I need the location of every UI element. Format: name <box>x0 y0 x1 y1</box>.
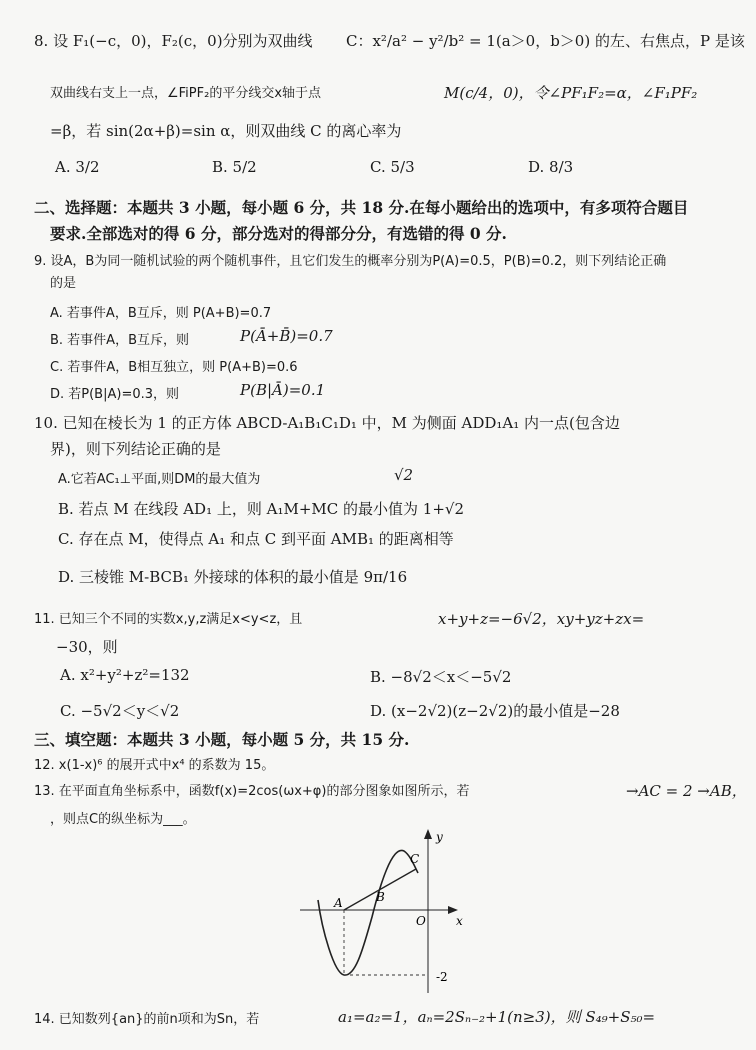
q11-option-b: B. −8√2＜x＜−5√2 <box>370 668 512 686</box>
q14-stem: 14. 已知数列{an}的前n项和为Sn，若 <box>34 1012 260 1027</box>
q13-stem-line2: ，则点C的纵坐标为___。 <box>50 812 196 827</box>
q11-stem-formula: x+y+z=−6√2，xy+yz+zx= <box>438 610 645 628</box>
q13-stem: 13. 在平面直角坐标系中，函数f(x)=2cos(ωx+φ)的部分图象如图所示，若 <box>34 784 470 799</box>
q8-option-d: D. 8/3 <box>528 158 574 176</box>
q9-stem-line1: 9. 设A，B为同一随机试验的两个随机事件，且它们发生的概率分别为P(A)=0.5，P(B)=0.2，则下列结论正确 <box>34 254 667 269</box>
q9-option-c: C. 若事件A，B相互独立，则 P(A+B)=0.6 <box>50 360 298 375</box>
q9-option-d: D. 若P(B|A)=0.3，则 <box>50 387 180 402</box>
q8-point-m-formula: M(c/4，0)，令∠PF₁F₂=α，∠F₁PF₂ <box>444 84 698 102</box>
q8-option-b: B. 5/2 <box>212 158 257 176</box>
q11-option-c: C. −5√2＜y＜√2 <box>60 702 180 720</box>
q11-option-d: D. (x−2√2)(z−2√2)的最小值是−28 <box>370 702 620 720</box>
q9-stem-line2: 的是 <box>50 276 77 291</box>
q10-option-a-formula: √2 <box>394 466 414 484</box>
q9-option-b-formula: P(Ā+B̄)=0.7 <box>240 327 333 345</box>
section2-heading-line1: 二、选择题：本题共 3 小题，每小题 6 分，共 18 分.在每小题给出的选项中，有多项符合题目 <box>34 198 689 217</box>
y-axis-label: y <box>436 830 443 844</box>
q8-stem-line3: =β，若 sin(2α+β)=sin α，则双曲线 C 的离心率为 <box>50 122 402 140</box>
y-axis-arrow <box>424 829 432 839</box>
section2-heading-line2: 要求.全部选对的得 6 分，部分选对的得部分分，有选错的得 0 分. <box>50 224 507 243</box>
q14-stem-formula: a₁=a₂=1，aₙ=2Sₙ₋₂+1(n≥3)，则 S₄₉+S₅₀= <box>338 1008 656 1026</box>
point-a-label: A <box>334 896 343 910</box>
q12-text: 12. x(1-x)⁶ 的展开式中x⁴ 的系数为 15。 <box>34 758 275 773</box>
q11-stem-line2: −30，则 <box>56 638 118 656</box>
q9-option-d-formula: P(B|Ā)=0.1 <box>240 381 326 399</box>
q11-stem: 11. 已知三个不同的实数x,y,z满足x<y<z，且 <box>34 612 303 627</box>
cosine-curve <box>318 850 418 975</box>
tick-minus-2-label: -2 <box>436 970 448 984</box>
point-c-label: C <box>410 852 420 866</box>
q8-option-a: A. 3/2 <box>55 158 100 176</box>
q10-option-d: D. 三棱锥 M-BCB₁ 外接球的体积的最小值是 9π/16 <box>58 568 408 586</box>
q8-hyperbola-formula: C：x²/a² − y²/b² = 1(a＞0，b＞0) 的左、右焦点，P 是该 <box>346 32 745 50</box>
section3-heading: 三、填空题：本题共 3 小题，每小题 5 分，共 15 分. <box>34 730 410 749</box>
q10-stem-line2: 界)，则下列结论正确的是 <box>50 440 221 458</box>
q11-option-a: A. x²+y²+z²=132 <box>60 666 190 684</box>
q8-stem-line2: 双曲线右支上一点，∠FiPF₂的平分线交x轴于点 <box>50 86 322 101</box>
q10-option-b: B. 若点 M 在线段 AD₁ 上，则 A₁M+MC 的最小值为 1+√2 <box>58 500 464 518</box>
origin-label: O <box>416 914 426 928</box>
q13-vector-formula: →AC = 2 →AB， <box>626 782 747 800</box>
q8-option-c: C. 5/3 <box>370 158 415 176</box>
q10-option-c: C. 存在点 M，使得点 A₁ 和点 C 到平面 AMB₁ 的距离相等 <box>58 530 454 548</box>
q10-option-a: A.它若AC₁⊥平面,则DM的最大值为 <box>58 472 261 487</box>
point-b-label: B <box>376 890 385 904</box>
q8-stem-line1: 8. 设 F₁(−c，0)，F₂(c，0)分别为双曲线 <box>34 32 313 50</box>
x-axis-arrow <box>448 906 458 914</box>
cosine-graph-figure <box>300 825 480 1000</box>
q10-stem-line1: 10. 已知在棱长为 1 的正方体 ABCD-A₁B₁C₁D₁ 中，M 为侧面 ADD₁A₁ 内一点(包含边 <box>34 414 620 432</box>
x-axis-label: x <box>456 914 463 928</box>
q9-option-a: A. 若事件A，B互斥，则 P(A+B)=0.7 <box>50 306 272 321</box>
q9-option-b: B. 若事件A，B互斥，则 <box>50 333 189 348</box>
